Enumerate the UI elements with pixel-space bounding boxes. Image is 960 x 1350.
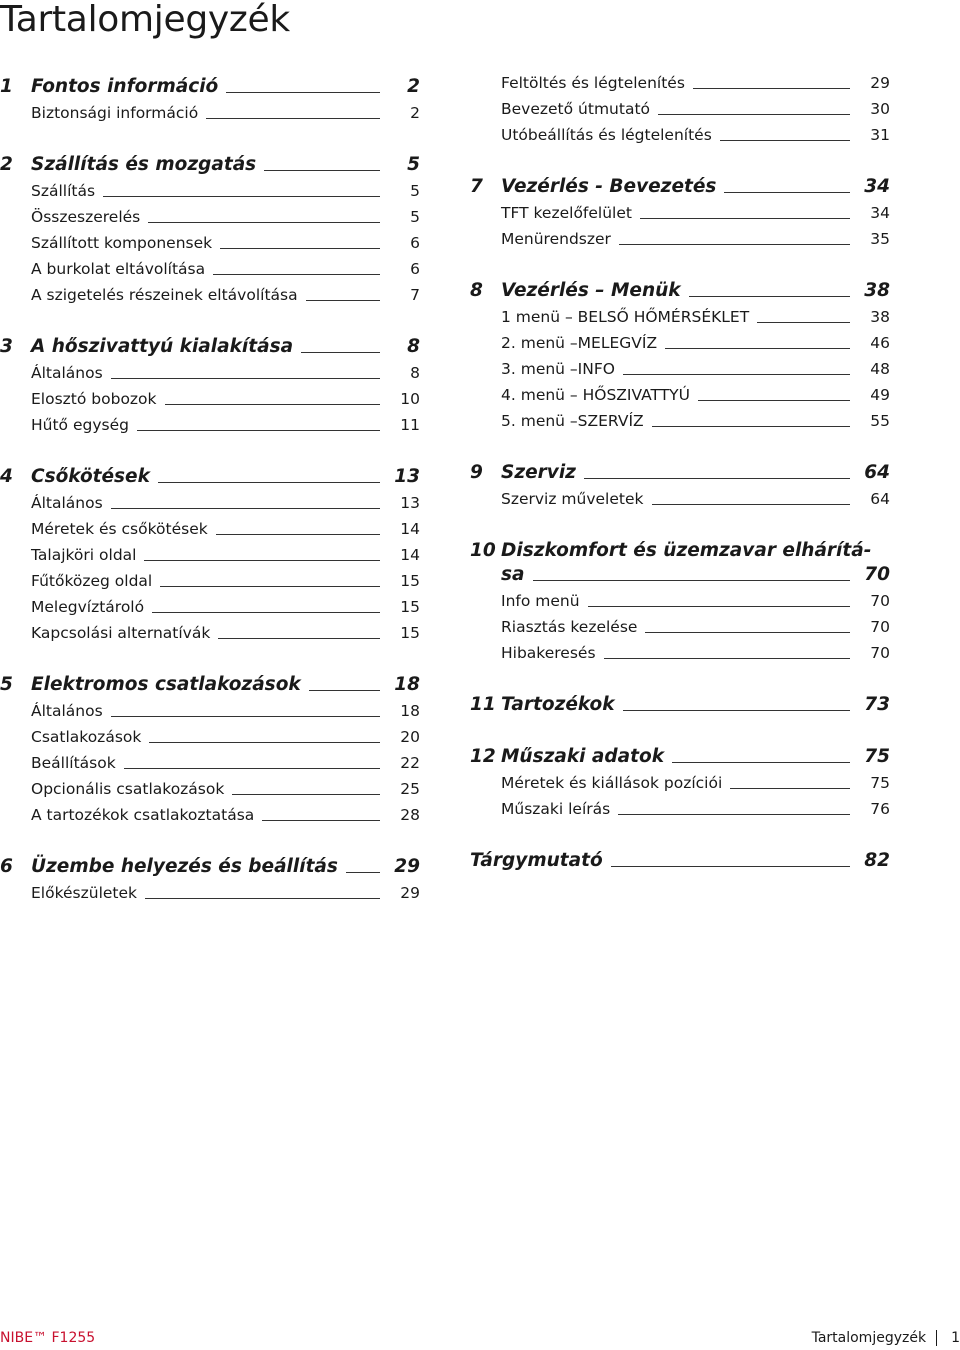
section-title: Üzembe helyezés és beállítás [31,856,338,877]
entry-label: A tartozékok csatlakoztatása [31,806,255,824]
section-title: Tárgymutató [470,850,603,871]
page-number: 22 [400,754,420,772]
toc-entry[interactable] [0,98,420,124]
dot-leader [111,508,380,509]
page-number: 73 [864,694,890,715]
page-number: 38 [864,280,890,301]
toc-section-6 [0,848,420,904]
toc-entry[interactable] [0,254,420,280]
section-number: 5 [0,674,13,695]
section-number: 6 [0,856,13,877]
section-title: Elektromos csatlakozások [31,674,301,695]
page-number: 48 [870,360,890,378]
entry-label: Hűtő egység [31,416,129,434]
section-number: 3 [0,336,13,357]
entry-label: TFT kezelőfelület [501,204,632,222]
dot-leader [306,300,380,301]
page-number: 18 [394,674,420,695]
entry-label: Általános [31,494,103,512]
entry-label: 2. menü –MELEGVÍZ [501,334,658,352]
entry-label: Szerviz műveletek [501,490,644,508]
page-number: 29 [394,856,420,877]
entry-label: Bevezető útmutató [501,100,650,118]
page-number: 6 [410,260,420,278]
page-number: 25 [400,780,420,798]
entry-label: Beállítások [31,754,116,772]
entry-label: Menürendszer [501,230,611,248]
toc-entry[interactable] [0,592,420,618]
toc-heading[interactable] [0,458,420,488]
toc-entry[interactable] [0,566,420,592]
toc-section-2 [0,146,420,306]
toc-heading[interactable] [0,146,420,176]
toc-entry[interactable] [0,358,420,384]
page-number: 35 [870,230,890,248]
toc-entry[interactable] [0,228,420,254]
dot-leader [640,218,850,219]
toc-section-8 [470,272,890,432]
dot-leader [264,170,380,171]
dot-leader [693,88,850,89]
toc-left-column [0,68,420,926]
dot-leader [226,92,380,93]
toc-section-10 [470,532,890,664]
page-number: 13 [394,466,420,487]
entry-label: Szállított komponensek [31,234,213,252]
toc-section-9 [470,454,890,510]
toc-heading[interactable] [470,686,890,716]
page-number: 49 [870,386,890,404]
toc-entry[interactable] [470,198,890,224]
entry-label: Opcionális csatlakozások [31,780,225,798]
entry-label: 5. menü –SZERVÍZ [501,412,644,430]
entry-label: Elosztó bobozok [31,390,157,408]
page-number: 15 [400,598,420,616]
section-title: Csőkötések [31,466,150,487]
page-number: 38 [870,308,890,326]
entry-label: Csatlakozások [31,728,142,746]
entry-label: A burkolat eltávolítása [31,260,206,278]
toc-right-column [470,68,890,894]
section-number: 7 [470,176,483,197]
toc-entry[interactable] [0,280,420,306]
footer-brand: NIBE™ F1255 [0,1330,96,1346]
toc-entry[interactable] [470,638,890,664]
dot-leader [588,606,850,607]
dot-leader [724,192,850,193]
dot-leader [124,768,380,769]
page-number: 70 [864,564,890,585]
dot-leader [301,352,380,353]
footer-page-number: 1 [951,1330,960,1346]
toc-heading[interactable] [470,454,890,484]
entry-label: 3. menü –INFO [501,360,615,378]
entry-label: Előkészületek [31,884,138,902]
toc-entry[interactable] [0,696,420,722]
entry-label: Általános [31,702,103,720]
page-title: Tartalomjegyzék [0,0,290,40]
dot-leader [144,560,380,561]
toc-entry[interactable] [470,380,890,406]
page-number: 14 [400,546,420,564]
page-number: 6 [410,234,420,252]
dot-leader [218,638,380,639]
section-title: Tartozékok [501,694,615,715]
footer-page-info [812,1330,960,1346]
dot-leader [584,478,850,479]
toc-entry[interactable] [0,384,420,410]
footer-divider [936,1330,937,1346]
dot-leader [698,400,850,401]
dot-leader [623,374,850,375]
page-number: 76 [870,800,890,818]
toc-entry[interactable] [470,406,890,432]
page-number: 70 [870,644,890,662]
toc-heading[interactable] [470,272,890,302]
toc-entry[interactable] [0,514,420,540]
dot-leader [165,404,380,405]
entry-label: Általános [31,364,103,382]
section-title: Műszaki adatok [501,746,664,767]
dot-leader [213,274,380,275]
page-number: 8 [407,336,420,357]
page-number: 8 [410,364,420,382]
dot-leader [206,118,380,119]
dot-leader [346,872,380,873]
dot-leader [220,248,380,249]
page-number: 14 [400,520,420,538]
entry-label: Talajköri oldal [31,546,137,564]
dot-leader [160,586,380,587]
toc-entry[interactable] [470,354,890,380]
dot-leader [216,534,380,535]
entry-label: Info menü [501,592,580,610]
toc-entry[interactable] [0,540,420,566]
page-number: 70 [870,618,890,636]
page-number: 5 [410,182,420,200]
page-number: 75 [864,746,890,767]
dot-leader [689,296,850,297]
toc-entry[interactable] [470,768,890,794]
page-number: 55 [870,412,890,430]
toc-entry[interactable] [470,794,890,820]
section-title: Szerviz [501,462,576,483]
toc-entry[interactable] [470,302,890,328]
entry-label: Riasztás kezelése [501,618,638,636]
toc-entry[interactable] [470,224,890,250]
toc-heading[interactable] [0,666,420,696]
entry-label: Fűtőközeg oldal [31,572,153,590]
page-number: 2 [410,104,420,122]
page-number: 82 [864,850,890,871]
toc-heading[interactable] [470,738,890,768]
section-number: 8 [470,280,483,301]
dot-leader [262,820,380,821]
dot-leader [652,504,851,505]
entry-label: Utóbeállítás és légtelenítés [501,126,712,144]
toc-entry[interactable] [470,68,890,94]
page-number: 2 [407,76,420,97]
toc-entry[interactable] [470,484,890,510]
toc-heading[interactable] [0,68,420,98]
dot-leader [665,348,850,349]
dot-leader [618,814,850,815]
page-number: 46 [870,334,890,352]
page-number: 10 [400,390,420,408]
dot-leader [137,430,380,431]
page-number: 70 [870,592,890,610]
toc-index [470,842,890,872]
page-number: 29 [870,74,890,92]
page-number: 75 [870,774,890,792]
dot-leader [309,690,380,691]
toc-section-11 [470,686,890,716]
entry-label: Szállítás [31,182,96,200]
page-number: 7 [410,286,420,304]
page-number: 5 [410,208,420,226]
page-number: 28 [400,806,420,824]
page-number: 11 [400,416,420,434]
section-title: Vezérlés – Menük [501,280,681,301]
entry-label: Összeszerelés [31,208,141,226]
section-number: 9 [470,462,483,483]
dot-leader [730,788,850,789]
dot-leader [158,482,380,483]
entry-label: Méretek és csőkötések [31,520,208,538]
footer-section: Tartalomjegyzék [811,1330,927,1346]
section-title: Szállítás és mozgatás [31,154,257,175]
page-number: 31 [870,126,890,144]
entry-label: Műszaki leírás [501,800,611,818]
dot-leader [619,244,850,245]
page-number: 34 [870,204,890,222]
section-number: 1 [0,76,13,97]
toc-section-1 [0,68,420,124]
page-number: 34 [864,176,890,197]
section-number: 4 [0,466,13,487]
page-number: 5 [407,154,420,175]
page-number: 29 [400,884,420,902]
dot-leader [111,378,380,379]
toc-section-7 [470,168,890,250]
entry-label: Melegvíztároló [31,598,145,616]
dot-leader [103,196,380,197]
section-number: 10 [470,540,496,561]
dot-leader [145,898,380,899]
toc-heading[interactable] [470,842,890,872]
dot-leader [658,114,850,115]
dot-leader [623,710,850,711]
dot-leader [645,632,850,633]
toc-entry[interactable] [0,618,420,644]
toc-section-5 [0,666,420,826]
section-number: 12 [470,746,496,767]
entry-label: Méretek és kiállások pozíciói [501,774,723,792]
page-number: 18 [400,702,420,720]
section-title: Vezérlés - Bevezetés [501,176,717,197]
page-number: 13 [400,494,420,512]
dot-leader [111,716,380,717]
toc-entry[interactable] [470,94,890,120]
entry-label: Feltöltés és légtelenítés [501,74,685,92]
toc-entry[interactable] [470,328,890,354]
toc-heading[interactable] [470,168,890,198]
entry-label: Kapcsolási alternatívák [31,624,211,642]
toc-section-3 [0,328,420,436]
entry-label: A szigetelés részeinek eltávolítása [31,286,298,304]
toc-entry[interactable] [0,722,420,748]
dot-leader [149,742,380,743]
toc-entry[interactable] [0,800,420,826]
dot-leader [611,866,850,867]
page-number: 64 [864,462,890,483]
dot-leader [652,426,850,427]
section-title: A hőszivattyú kialakítása [31,336,294,357]
entry-label: 1 menü – BELSŐ HŐMÉRSÉKLET [501,308,750,326]
page-number: 30 [870,100,890,118]
page-number: 15 [400,572,420,590]
entry-label: Biztonsági információ [31,104,199,122]
page-number: 15 [400,624,420,642]
toc-entry[interactable] [0,748,420,774]
toc-section-12 [470,738,890,820]
dot-leader [672,762,850,763]
dot-leader [604,658,850,659]
toc-entry[interactable] [470,612,890,638]
section-number: 11 [470,694,496,715]
page-number: 64 [870,490,890,508]
dot-leader [720,140,850,141]
dot-leader [148,222,380,223]
toc-entry[interactable] [0,176,420,202]
section-title: Fontos információ [31,76,219,97]
dot-leader [152,612,380,613]
toc-heading[interactable] [0,328,420,358]
toc-entry[interactable] [470,586,890,612]
toc-entry[interactable] [0,488,420,514]
dot-leader [232,794,380,795]
entry-label: Hibakeresés [501,644,596,662]
section-title-line1: Diszkomfort és üzemzavar elhárítá- [501,540,872,561]
toc-entry[interactable] [470,120,890,146]
page-number: 20 [400,728,420,746]
section-number: 2 [0,154,13,175]
toc-section-6-continued [470,68,890,146]
toc-entry[interactable] [0,774,420,800]
toc-section-4 [0,458,420,644]
section-title-line2: sa [501,564,525,585]
toc-heading[interactable] [0,848,420,878]
dot-leader [533,580,851,581]
toc-entry[interactable] [0,878,420,904]
entry-label: 4. menü – HŐSZIVATTYÚ [501,386,690,404]
toc-heading[interactable] [470,532,890,586]
toc-entry[interactable] [0,202,420,228]
dot-leader [757,322,850,323]
toc-entry[interactable] [0,410,420,436]
